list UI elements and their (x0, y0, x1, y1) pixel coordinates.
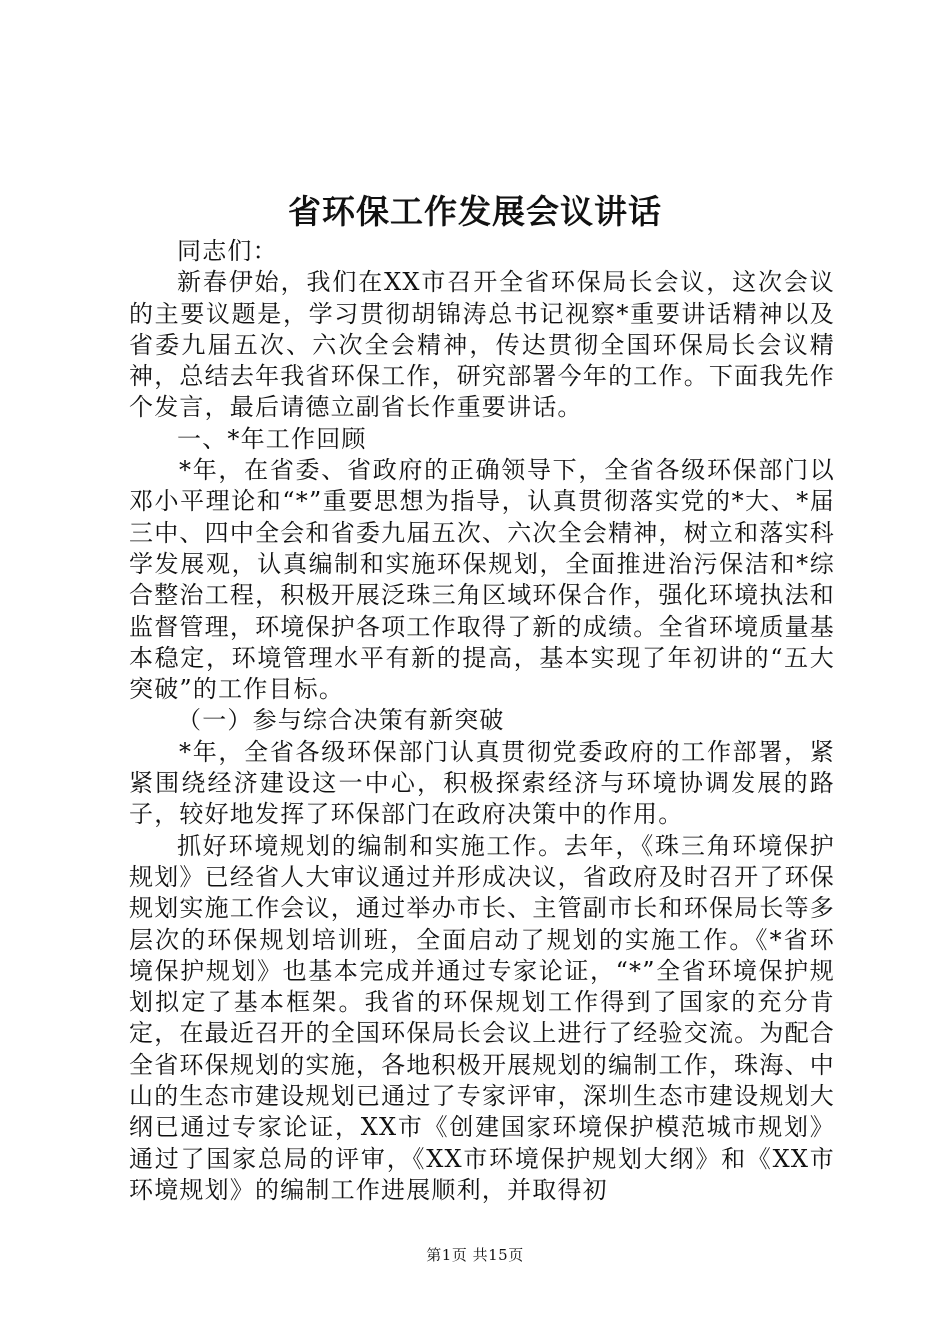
paragraph: 新春伊始，我们在XX市召开全省环保局长会议，这次会议的主要议题是，学习贯彻胡锦涛总书记视察*重要讲话精神以及省委九届五次、六次全会精神，传达贯彻全国环保局长会议精神，总结去年我省环保工作，研究部署今年的工作。下面我先作个发言，最后请德立副省长作重要讲话。 (129, 268, 835, 422)
subsection-heading: （一）参与综合决策有新突破 (177, 706, 505, 735)
section-heading: 一、*年工作回顾 (177, 424, 367, 453)
greeting: 同志们： (177, 237, 278, 265)
document-body (129, 236, 835, 1206)
paragraph: *年，在省委、省政府的正确领导下，全省各级环保部门以邓小平理论和“*”重要思想为指导，认真贯彻落实党的*大、*届三中、四中全会和省委九届五次、六次全会精神，树立和落实科学发展观，认真编制和实施环保规划，全面推进治污保洁和*综合整治工程，积极开展泛珠三角区域环保合作，强化环境执法和监督管理，环境保护各项工作取得了新的成绩。全省环境质量基本稳定，环境管理水平有新的提高，基本实现了年初讲的“五大突破”的工作目标。 (129, 456, 835, 704)
paragraph: 抓好环境规划的编制和实施工作。去年，《珠三角环境保护规划》已经省人大审议通过并形成决议，省政府及时召开了环保规划实施工作会议，通过举办市长、主管副市长和环保局长等多层次的环保规划培训班，全面启动了规划的实施工作。《*省环境保护规划》也基本完成并通过专家论证，“*”全省环境保护规划拟定了基本框架。我省的环保规划工作得到了国家的充分肯定，在最近召开的全国环保局长会议上进行了经验交流。为配合全省环保规划的实施，各地积极开展规划的编制工作，珠海、中山的生态市建设规划已通过了专家评审，深圳生态市建设规划大纲已通过专家论证，XX市《创建国家环境保护模范城市规划》通过了国家总局的评审，《XX市环境保护规划大纲》和《XX市环境规划》的编制工作进展顺利，并取得初 (129, 831, 835, 1204)
page-number-footer: 第1页 共15页 (426, 1246, 524, 1264)
document-title: 省环保工作发展会议讲话 (288, 192, 662, 231)
paragraph: *年，全省各级环保部门认真贯彻党委政府的工作部署，紧紧围绕经济建设这一中心，积极探索经济与环境协调发展的路子，较好地发挥了环保部门在政府决策中的作用。 (129, 737, 835, 829)
